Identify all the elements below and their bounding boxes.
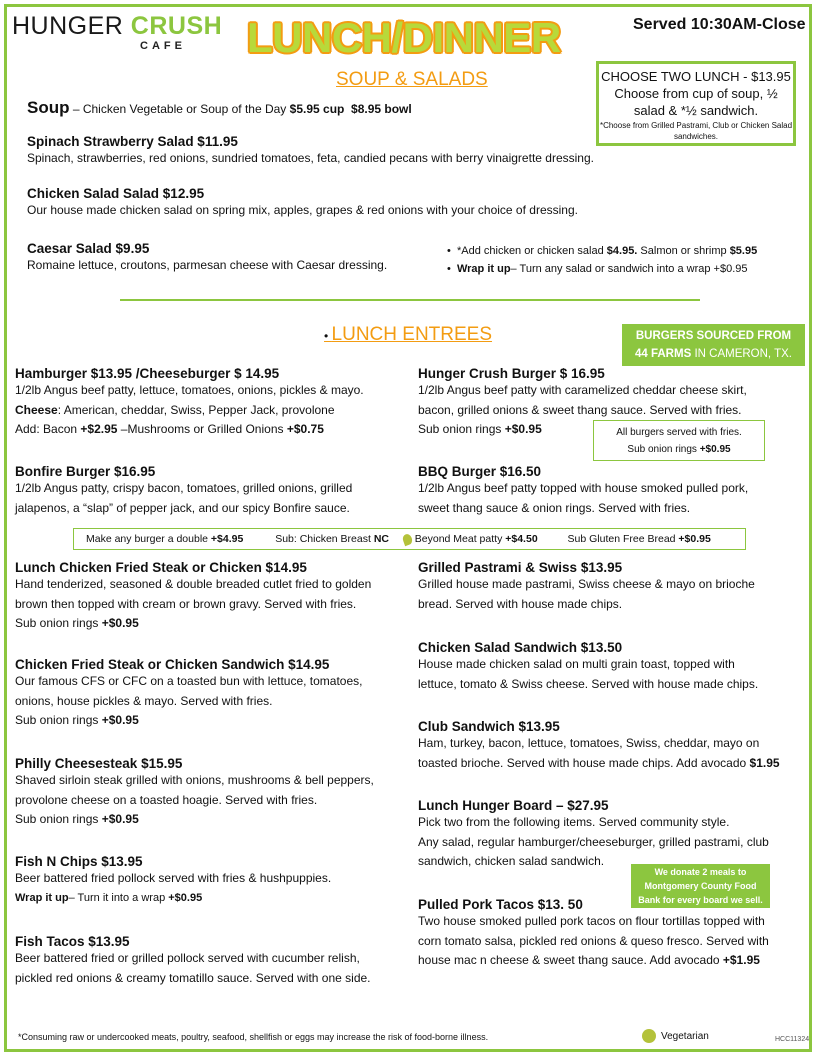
menu-item: Chicken Salad Salad $12.95 Our house made chicken salad on spring mix, apples, grapes & red onions with your choice of dressing. [27, 186, 578, 217]
menu-item-lunch-cfs: Lunch Chicken Fried Steak or Chicken $14.95 Hand tenderized, seasoned & double breaded cutlet fried to golden brown then topped with cream or brown gravy. Served with fries. Sub onion rings +$0.95 [15, 560, 372, 630]
menu-item-hunger-crush-burger: Hunger Crush Burger $ 16.95 1/2lb Angus beef patty with caramelized cheddar cheese skirt, bacon, grilled onions & sweet thang sauce. Served with fries. Sub onion rings +$0.95 [418, 366, 747, 436]
menu-item-cfs-sandwich: Chicken Fried Steak or Chicken Sandwich $14.95 Our famous CFS or CFC on a toasted bun with lettuce, tomatoes, onions, house pickles & mayo. Served with fries. Sub onion rings +$0.95 [15, 657, 363, 727]
menu-item-hunger-board: Lunch Hunger Board – $27.95 Pick two from the following items. Served community style. Any salad, regular hamburger/cheeseburger, grilled pastrami, club sandwich, chicken salad sandwich. [418, 798, 769, 868]
choose-two-promo: CHOOSE TWO LUNCH - $13.95 Choose from cup of soup, ½ salad & *½ sandwich. *Choose from Grilled Pastrami, Club or Chicken Salad sandwiches. [596, 61, 796, 146]
menu-item-fish-tacos: Fish Tacos $13.95 Beer battered fried or grilled pollock served with cucumber relish, pickled red onions & creamy tomatillo sauce. Served with one side. [15, 934, 371, 985]
section-divider [120, 299, 700, 301]
menu-item-club: Club Sandwich $13.95 Ham, turkey, bacon, lettuce, tomatoes, Swiss, cheddar, mayo on toasted brioche. Served with house made chips. Add avocado $1.95 [418, 719, 780, 770]
food-safety-disclaimer: *Consuming raw or undercooked meats, poultry, seafood, shellfish or eggs may increase the risk of food-borne illness. [18, 1032, 489, 1042]
vegetarian-leaf-icon [642, 1029, 656, 1043]
vegetarian-legend: Vegetarian [661, 1031, 709, 1042]
vegetarian-leaf-icon [401, 533, 413, 546]
burgers-fries-note: All burgers served with fries. Sub onion rings +$0.95 [593, 420, 765, 461]
menu-item-hamburger: Hamburger $13.95 /Cheeseburger $ 14.95 1/2lb Angus beef patty, lettuce, tomatoes, onions, pickles & mayo. Cheese: American, cheddar, Swiss, Pepper Jack, provolone Add: Bacon +$2.95 –Mushrooms or Grilled Onions +$0.75 [15, 366, 364, 436]
soup-item: Soup – Chicken Vegetable or Soup of the Day $5.95 cup $8.95 bowl [27, 98, 412, 117]
menu-item: Caesar Salad $9.95 Romaine lettuce, croutons, parmesan cheese with Caesar dressing. [27, 241, 388, 272]
menu-code: HCC11324 [775, 1036, 810, 1043]
menu-item: Spinach Strawberry Salad $11.95 Spinach, strawberries, red onions, sundried tomatoes, feta, candied pecans with berry vinaigrette dressing. [27, 134, 594, 165]
served-hours: Served 10:30AM-Close [633, 16, 806, 33]
menu-item-bbq-burger: BBQ Burger $16.50 1/2lb Angus beef patty topped with house smoked pulled pork, sweet thang sauce & onion rings. Served with fries. [418, 464, 749, 515]
menu-item-bonfire: Bonfire Burger $16.95 1/2lb Angus patty, crispy bacon, tomatoes, grilled onions, grilled jalapenos, a “slap” of pepper jack, and our spicy Bonfire sauce. [15, 464, 353, 515]
menu-item-fish-n-chips: Fish N Chips $13.95 Beer battered fried pollock served with fries & hushpuppies. Wrap it up– Turn it into a wrap +$0.95 [15, 854, 332, 904]
page-title: LUNCH/DINNER [247, 14, 561, 61]
logo: HUNGER CRUSH [12, 12, 223, 40]
burgers-sourced-banner: BURGERS SOURCED FROM 44 FARMS IN CAMERON, TX. [622, 324, 805, 366]
section-lunch-entrees: • LUNCH ENTREES [324, 324, 493, 345]
menu-item-chicken-salad-sandwich: Chicken Salad Sandwich $13.50 House made chicken salad on multi grain toast, topped with lettuce, tomato & Swiss cheese. Served with house made chips. [418, 640, 759, 691]
logo-cafe: CAFE [140, 40, 186, 52]
menu-item-pulled-pork-tacos: Pulled Pork Tacos $13. 50 Two house smoked pulled pork tacos on flour tortillas topped with corn tomato salsa, pickled red onions & queso fresco. Served with house mac n cheese & sweet thang sauce. Add avocado +$1.95 [418, 897, 769, 967]
donation-badge: We donate 2 meals to Montgomery County Food Bank for every board we sell. [631, 864, 770, 908]
salad-addons: • *Add chicken or chicken salad $4.95. Salmon or shrimp $5.95 • Wrap it up– Turn any salad or sandwich into a wrap +$0.95 [447, 245, 758, 275]
section-soup-salads: SOUP & SALADS [336, 69, 488, 90]
menu-item-pastrami: Grilled Pastrami & Swiss $13.95 Grilled house made pastrami, Swiss cheese & mayo on brioche bread. Served with house made chips. [418, 560, 755, 611]
menu-item-philly: Philly Cheesesteak $15.95 Shaved sirloin steak grilled with onions, mushrooms & bell peppers, provolone cheese on a toasted hoagie. Served with fries. Sub onion rings +$0.95 [15, 756, 374, 826]
burger-options-bar: Make any burger a double +$4.95 Sub: Chicken Breast NC Beyond Meat patty +$4.50 Sub Gluten Free Bread +$0.95 [73, 528, 746, 550]
